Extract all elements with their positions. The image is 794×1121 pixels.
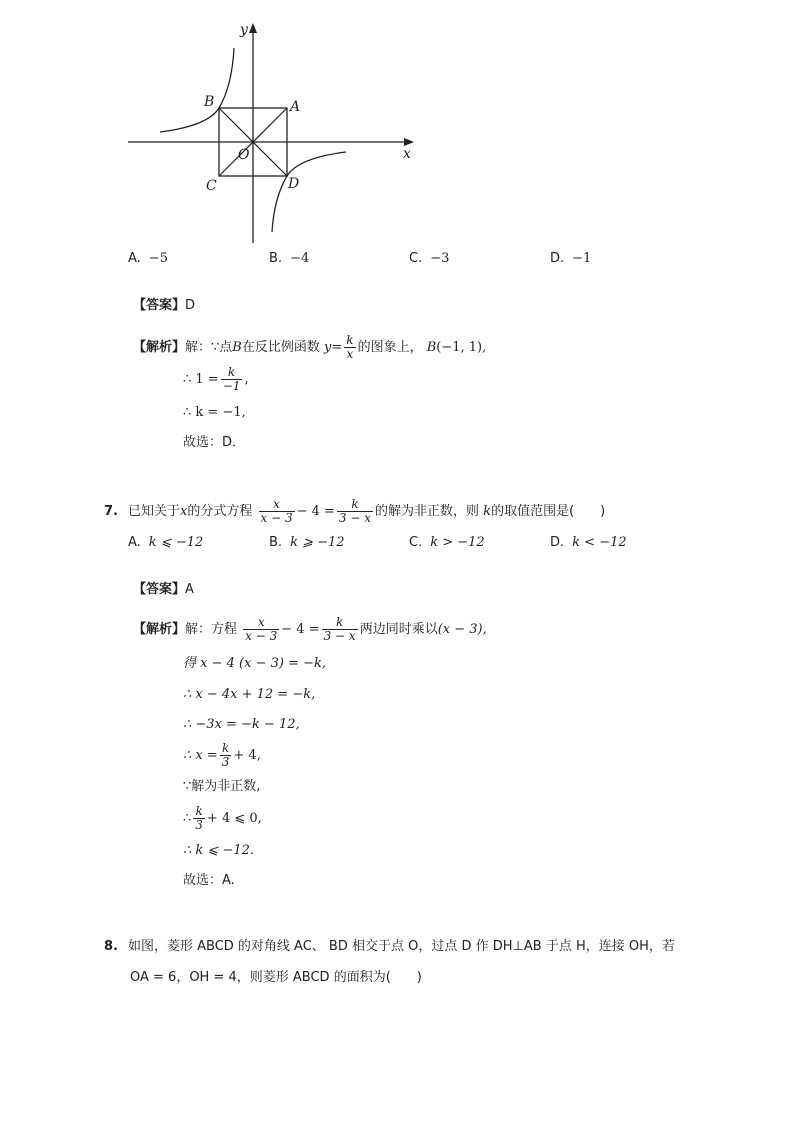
label-d: D bbox=[288, 176, 300, 192]
q6-option-d[interactable] bbox=[550, 251, 591, 266]
q6-analysis-line3: ∴ k = −1, bbox=[183, 405, 246, 420]
math: y bbox=[324, 340, 332, 355]
option-value: −4 bbox=[290, 251, 310, 266]
analysis-tag: 【解析】 bbox=[133, 622, 186, 637]
text: 的图象上， bbox=[357, 340, 423, 355]
y-axis-arrow bbox=[249, 23, 257, 33]
fraction-x-over-x-minus-3: $\frac{x}{x - 3}$ bbox=[260, 497, 293, 525]
fraction-x-over-x-minus-3: $\frac{x}{x - 3}$ bbox=[245, 615, 278, 643]
q7-analysis-line8: ∴ k ⩽ −12. bbox=[183, 843, 255, 858]
q7-option-c[interactable] bbox=[409, 535, 485, 550]
label-o: O bbox=[238, 147, 250, 163]
math: + 4 ⩽ 0, bbox=[206, 811, 262, 826]
q6-analysis-line1 bbox=[133, 334, 486, 361]
option-value: −3 bbox=[430, 251, 450, 266]
fraction-k-over-3: $\frac{k}{3}$ bbox=[195, 804, 203, 832]
label-a: A bbox=[290, 99, 301, 115]
option-letter: B. bbox=[269, 251, 283, 266]
q8-line1-text: 如图，菱形 ABCD 的对角线 AC、 BD 相交于点 O，过点 D 作 DH⊥AB 于点 H，连接 OH，若 bbox=[127, 939, 675, 954]
q6-option-c[interactable] bbox=[409, 251, 449, 266]
math: ∴ x = bbox=[183, 748, 218, 763]
q7-analysis-line6: ∵解为非正数, bbox=[183, 779, 261, 794]
q7-analysis-line2: 得 x − 4 (x − 3) = −k, bbox=[183, 656, 326, 671]
text: 已知关于 bbox=[127, 504, 180, 519]
hyperbola-branch-right bbox=[272, 152, 346, 232]
q7-analysis-line3: ∴ x − 4x + 12 = −k, bbox=[183, 687, 316, 702]
q7-analysis-line4: ∴ −3x = −k − 12, bbox=[183, 717, 300, 732]
option-value: −5 bbox=[148, 251, 168, 266]
math: x bbox=[180, 504, 188, 519]
q6-analysis-line4: 故选：D． bbox=[183, 435, 246, 450]
q7-stem bbox=[104, 498, 605, 525]
math: + 4, bbox=[233, 748, 261, 763]
q6-option-b[interactable] bbox=[269, 251, 309, 266]
q6-option-a[interactable] bbox=[128, 251, 168, 266]
fraction-k-over-x: $\frac{k}{x}$ bbox=[346, 333, 354, 361]
question-number: 7. bbox=[104, 504, 118, 519]
hyperbola-branch-left bbox=[160, 48, 234, 132]
x-axis-arrow bbox=[404, 138, 414, 146]
fraction-k-over-3-minus-x: $\frac{k}{3 - x}$ bbox=[338, 497, 372, 525]
math: (−1, 1), bbox=[436, 340, 487, 355]
q7-option-d[interactable] bbox=[550, 535, 627, 550]
option-letter: B. bbox=[269, 535, 283, 550]
question-number: 8. bbox=[104, 939, 118, 954]
analysis-tag: 【解析】 bbox=[133, 340, 186, 355]
q8-stem-line2: OA = 6，OH = 4，则菱形 ABCD 的面积为( ) bbox=[130, 970, 422, 985]
label-b: B bbox=[204, 94, 215, 110]
label-c: C bbox=[206, 178, 217, 194]
math: B bbox=[232, 340, 242, 355]
option-letter: C. bbox=[409, 251, 423, 266]
option-value: k ⩽ −12 bbox=[148, 535, 204, 550]
q7-analysis-line5 bbox=[183, 742, 261, 769]
answer-value: A bbox=[185, 582, 194, 597]
text: 两边同时乘以 bbox=[359, 622, 438, 637]
label-y: y bbox=[240, 22, 248, 38]
option-letter: D. bbox=[550, 535, 565, 550]
option-letter: A. bbox=[128, 535, 141, 550]
option-letter: A. bbox=[128, 251, 141, 266]
q8-stem-line1 bbox=[104, 939, 675, 955]
option-letter: D. bbox=[550, 251, 565, 266]
math: (x − 3), bbox=[437, 622, 487, 637]
fraction-k-over-3-minus-x: $\frac{k}{3 - x}$ bbox=[323, 615, 356, 643]
math: ∴ 1 = bbox=[183, 372, 219, 387]
answer-tag: 【答案】 bbox=[133, 298, 186, 313]
answer-tag: 【答案】 bbox=[133, 582, 186, 597]
math: B bbox=[426, 340, 437, 355]
text: 在反比例函数 bbox=[241, 340, 320, 355]
q7-analysis-line1 bbox=[133, 616, 487, 643]
answer-value: D bbox=[185, 298, 196, 313]
q6-answer bbox=[133, 298, 195, 314]
math: − 4 = bbox=[296, 504, 335, 519]
option-value: k < −12 bbox=[572, 535, 627, 550]
q7-option-b[interactable] bbox=[269, 535, 345, 550]
fraction-k-over-neg1: $\frac{k}{-1}$ bbox=[222, 365, 241, 393]
text: 的解为非正数，则 bbox=[375, 504, 480, 519]
option-letter: C. bbox=[409, 535, 423, 550]
text: 解：方程 bbox=[185, 622, 238, 637]
q7-analysis-line9: 故选：A. bbox=[183, 873, 235, 888]
text: , bbox=[244, 372, 249, 387]
q6-analysis-line2 bbox=[183, 366, 249, 393]
q7-analysis-line7 bbox=[183, 805, 262, 832]
q7-option-a[interactable] bbox=[128, 535, 203, 550]
text: 的分式方程 bbox=[187, 504, 253, 519]
text: 的取值范围是( ) bbox=[491, 504, 606, 519]
text: 解：∵点 bbox=[185, 340, 233, 355]
option-value: −1 bbox=[572, 251, 592, 266]
label-x: x bbox=[403, 146, 411, 162]
math: ∴ bbox=[183, 811, 192, 826]
q7-answer bbox=[133, 582, 194, 598]
option-value: k ⩾ −12 bbox=[290, 535, 345, 550]
math: − 4 = bbox=[281, 622, 320, 637]
math: = bbox=[331, 340, 343, 355]
math: k bbox=[483, 504, 492, 519]
hyperbola-square-figure bbox=[120, 18, 420, 248]
fraction-k-over-3: $\frac{k}{3}$ bbox=[221, 741, 230, 769]
option-value: k > −12 bbox=[430, 535, 485, 550]
